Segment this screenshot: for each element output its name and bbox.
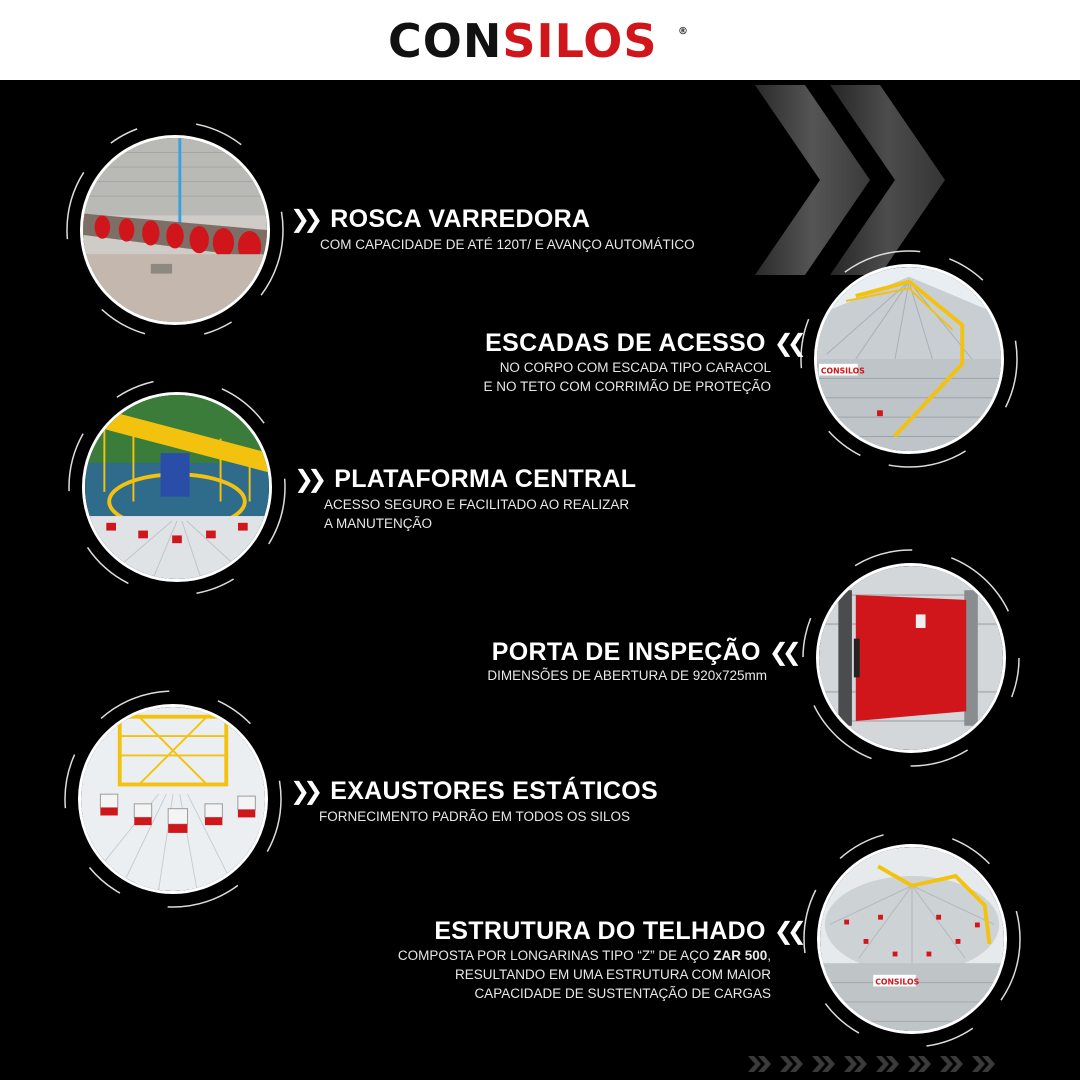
feature-desc-suffix: ,: [767, 948, 771, 963]
feature-title-porta-de-inspecao: [492, 637, 795, 668]
brand-logo-part2: SILOS: [502, 14, 658, 68]
feature-desc-line: COM CAPACIDADE DE ATÉ 120T/ E AVANÇO AUTOMÁTICO: [320, 237, 695, 252]
header: [0, 0, 1080, 80]
feature-title-exaustores-estaticos: [290, 776, 658, 807]
brand-logo-part1: CON: [388, 14, 503, 68]
double-chevron-left-icon: ❮❮: [773, 330, 800, 357]
image-sweep-auger: [80, 135, 270, 325]
image-access-stairs: [814, 264, 1004, 454]
feature-title-text: ROSCA VARREDORA: [330, 205, 591, 233]
image-central-platform: [82, 392, 272, 582]
feature-desc-line: CAPACIDADE DE SUSTENTAÇÃO DE CARGAS: [474, 986, 771, 1001]
photo-escadas-de-acesso: [794, 244, 1024, 474]
feature-title-text: PORTA DE INSPEÇÃO: [491, 638, 761, 666]
feature-desc-plataforma-central: [324, 495, 629, 533]
feature-desc-line: FORNECIMENTO PADRÃO EM TODOS OS SILOS: [319, 809, 631, 824]
bottom-chevrons-icon: [748, 1054, 998, 1074]
double-chevron-right-icon: ❯❯: [290, 778, 317, 805]
silo-brand-label: CONSILOS: [875, 977, 920, 987]
feature-title-text: ESTRUTURA DO TELHADO: [434, 917, 766, 945]
double-chevron-right-icon: ❯❯: [294, 466, 321, 493]
feature-desc-line: RESULTANDO EM UMA ESTRUTURA COM MAIOR: [454, 967, 771, 982]
feature-desc-porta-de-inspecao: [487, 666, 767, 685]
feature-desc-prefix: COMPOSTA POR LONGARINAS TIPO “Z” DE AÇO: [397, 948, 714, 963]
feature-title-text: ESCADAS DE ACESSO: [485, 329, 766, 357]
feature-desc-rosca-varredora: [320, 235, 695, 254]
double-chevron-right-icon: ❯❯: [290, 206, 317, 233]
image-static-exhausts: [78, 704, 268, 894]
feature-desc-line: A MANUTENÇÃO: [324, 516, 433, 531]
feature-title-plataforma-central: [294, 464, 636, 495]
photo-porta-de-inspecao: [796, 543, 1026, 773]
feature-desc-line: [398, 946, 771, 965]
photo-rosca-varredora: [60, 115, 290, 345]
silo-brand-label: CONSILOS: [820, 366, 865, 376]
feature-desc-line: NO CORPO COM ESCADA TIPO CARACOL: [499, 360, 771, 375]
feature-title-estrutura-do-telhado: [434, 916, 800, 947]
registered-mark: ®: [678, 26, 688, 37]
photo-estrutura-do-telhado: [797, 824, 1027, 1054]
double-chevron-left-icon: ❮❮: [768, 639, 795, 666]
feature-desc-bold: ZAR 500: [713, 948, 768, 963]
feature-desc-estrutura-do-telhado: [398, 946, 771, 1003]
photo-exaustores-estaticos: [58, 684, 288, 914]
image-roof-structure: [817, 844, 1007, 1034]
feature-desc-escadas-de-acesso: [483, 358, 771, 396]
feature-title-text: PLATAFORMA CENTRAL: [334, 465, 637, 493]
feature-desc-line: E NO TETO COM CORRIMÃO DE PROTEÇÃO: [483, 379, 771, 394]
image-inspection-door: [816, 563, 1006, 753]
double-chevron-left-icon: ❮❮: [773, 918, 800, 945]
photo-plataforma-central: [62, 372, 292, 602]
feature-title-rosca-varredora: [290, 204, 590, 235]
feature-desc-exaustores-estaticos: [319, 807, 630, 826]
feature-title-text: EXAUSTORES ESTÁTICOS: [330, 777, 659, 805]
brand-logo: [388, 14, 688, 68]
feature-desc-line: ACESSO SEGURO E FACILITADO AO REALIZAR: [324, 497, 630, 512]
feature-desc-line: DIMENSÕES DE ABERTURA DE 920x725mm: [487, 668, 767, 683]
feature-title-escadas-de-acesso: [485, 328, 800, 359]
